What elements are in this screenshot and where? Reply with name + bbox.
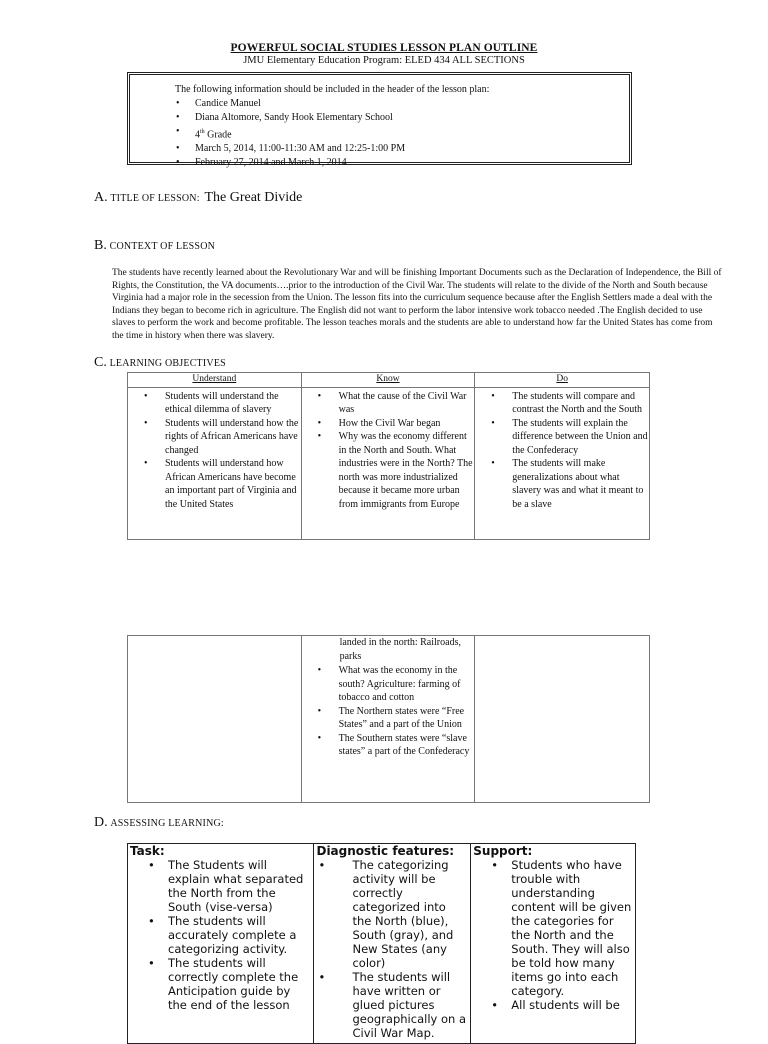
section-letter: D.: [94, 815, 108, 830]
support-header: Support:: [473, 844, 533, 858]
section-label: ASSESSING LEARNING:: [110, 818, 224, 829]
header-box-list: [175, 97, 629, 170]
list-item: • Candice Manuel: [195, 97, 629, 111]
list-item: • Students will understand the ethical dilemma of slavery: [165, 390, 301, 417]
list-item: • Why was the economy different in the North and South. What industries were in the North? The north was more industrialized because it became more urban from immigrants from Europe: [339, 430, 475, 511]
column-header-know: Know: [301, 373, 475, 388]
lesson-title: The Great Divide: [204, 190, 303, 205]
list-item: • February 27, 2014 and March 1, 2014: [195, 156, 629, 170]
task-cell: [128, 844, 314, 1044]
section-label: TITLE OF LESSON:: [110, 193, 200, 204]
section-a-heading: [94, 190, 302, 206]
diagnostic-header: Diagnostic features:: [316, 844, 455, 858]
section-letter: C.: [94, 355, 107, 370]
list-item: • The students will accurately complete a categorizing activity.: [168, 914, 311, 956]
list-item: • Students will understand how the rights of African Americans have changed: [165, 417, 301, 458]
section-c-heading: [94, 355, 226, 371]
column-header-do: Do: [475, 373, 650, 388]
header-box-intro: The following information should be included in the header of the lesson plan:: [175, 84, 490, 95]
context-paragraph: The students have recently learned about the Revolutionary War and will be finishing Important Documents such as the Declaration of Independence, the Bill of Rights, the Constitution, the VA documents….prior to the introduction of the Civil War. The students will relate to the divide of the North and South because Virginia had a major role in the secession from the Union. The lesson fits into the curriculum sequence because after the English Settlers made a deal with the Indians they began to become rich in agriculture. The English did not want to perform the labor intensive work tobacco needed .The English decided to use slaves to perform the work and become profitable. The lesson teaches morals and the students are able to understand how far the United States has come from the time in history when there was slavery.: [112, 268, 722, 341]
list-item: • The Students will explain what separated the North from the South (vise-versa): [168, 858, 311, 914]
column-header-understand: Understand: [128, 373, 302, 388]
grade-number: 4: [195, 129, 200, 141]
list-item-grade: [195, 125, 629, 142]
section-d-heading: [94, 815, 224, 831]
assessment-table: [127, 843, 636, 1044]
list-item: • The Northern states were “Free States” and a part of the Union: [339, 705, 475, 732]
know-cell: [301, 387, 475, 539]
support-cell: [471, 844, 636, 1044]
section-label: CONTEXT OF LESSON: [109, 241, 216, 252]
document-subtitle: JMU Elementary Education Program: ELED 434 ALL SECTIONS: [243, 55, 525, 66]
do-cell-continued: [475, 636, 650, 803]
list-item: • What was the economy in the south? Agriculture: farming of tobacco and cotton: [339, 664, 475, 705]
list-item: • The students will have written or glued pictures geographically on a Civil War Map.: [352, 970, 468, 1040]
document-header: [0, 42, 768, 66]
list-item: • How the Civil War began: [339, 417, 475, 431]
list-item: • What the cause of the Civil War was: [339, 390, 475, 417]
list-item: • The students will make generalizations about what slavery was and what it meant to be a slave: [512, 457, 649, 511]
know-continued-text: landed in the north: Railroads, parks: [339, 637, 461, 662]
diagnostic-cell: [314, 844, 471, 1044]
section-letter: A.: [94, 190, 108, 205]
list-item: • Students will understand how African Americans have become an important part of Virginia and the United States: [165, 457, 301, 511]
list-item: • Diana Altomore, Sandy Hook Elementary School: [195, 111, 629, 125]
list-item: • All students will be: [511, 998, 633, 1012]
grade-ordinal: th: [200, 129, 205, 135]
section-letter: B.: [94, 238, 107, 253]
section-label: LEARNING OBJECTIVES: [109, 358, 226, 369]
objectives-table-continued: [127, 635, 650, 803]
document-title: POWERFUL SOCIAL STUDIES LESSON PLAN OUTLINE: [230, 42, 538, 54]
understand-cell-continued: [128, 636, 302, 803]
list-item: • The students will compare and contrast the North and the South: [512, 390, 649, 417]
understand-cell: [128, 387, 302, 539]
list-item: • The Southern states were “slave states” a part of the Confederacy: [339, 732, 475, 759]
grade-word: Grade: [204, 129, 232, 141]
list-item: • The students will explain the difference between the Union and the Confederacy: [512, 417, 649, 458]
do-cell: [475, 387, 650, 539]
task-header: Task:: [130, 844, 165, 858]
know-cell-continued: [301, 636, 475, 803]
section-b-heading: [94, 238, 215, 254]
lesson-header-box: [127, 72, 632, 169]
list-item: • The students will correctly complete the Anticipation guide by the end of the lesson: [168, 956, 311, 1012]
list-item: • The categorizing activity will be correctly categorized into the North (blue), South (gray), and New States (any color): [352, 858, 468, 970]
list-item: • Students who have trouble with understanding content will be given the categories for the North and the South. They will also be told how many items go into each category.: [511, 858, 633, 998]
list-item: • March 5, 2014, 11:00-11:30 AM and 12:25-1:00 PM: [195, 142, 629, 156]
objectives-table: [127, 372, 650, 540]
